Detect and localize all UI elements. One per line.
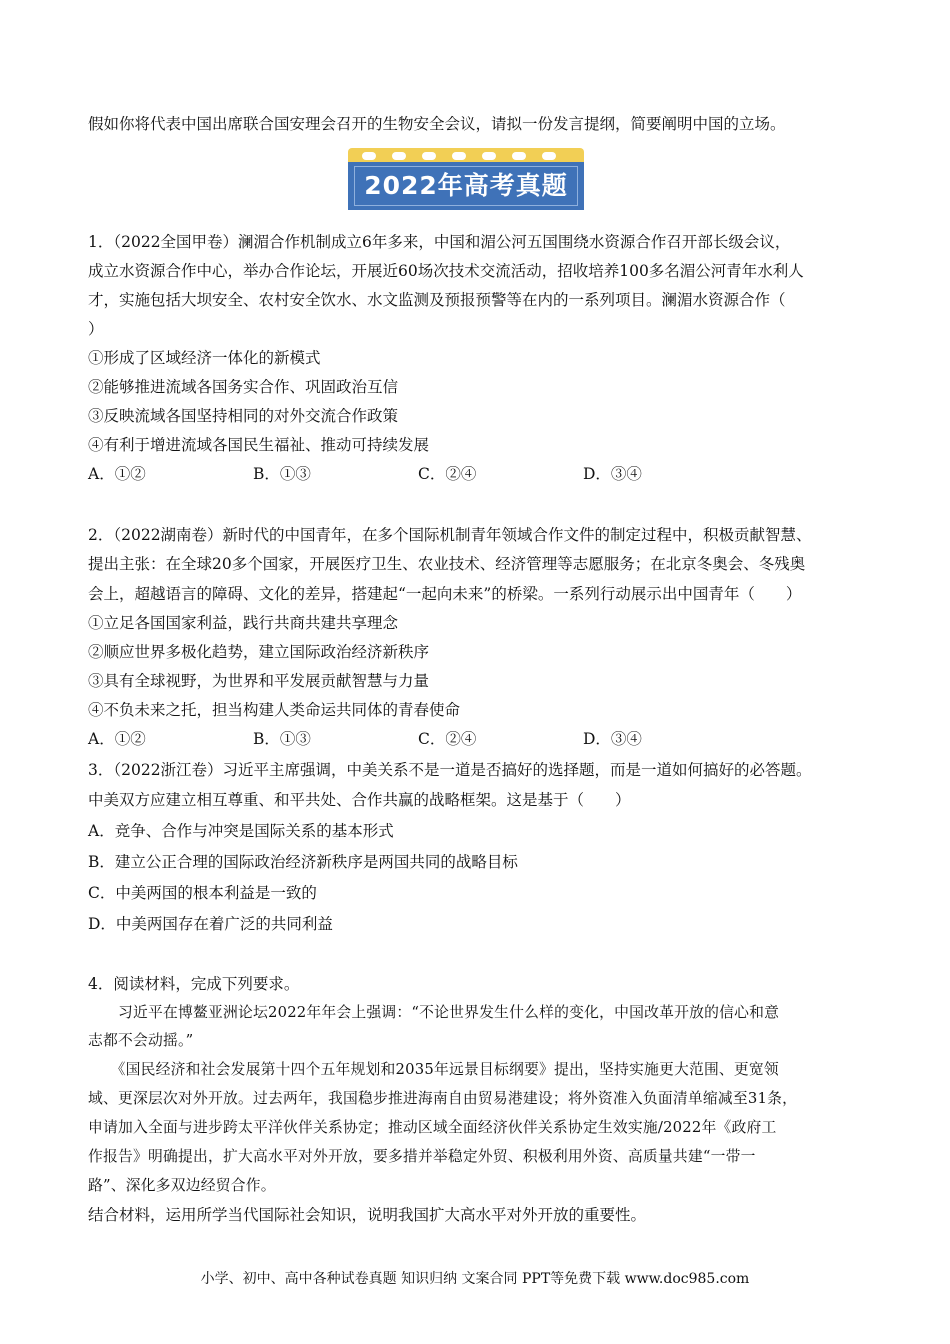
q2-line: 会上，超越语言的障碍、文化的差异，搭建起“一起向未来”的桥梁。一系列行动展示出中国青年（ ） bbox=[88, 585, 802, 603]
q4-material: 习近平在博鳌亚洲论坛2022年年会上强调：“不论世界发生什么样的变化，中国改革开放的信心和意 bbox=[88, 1004, 780, 1021]
q1-statement: ④有利于增进流域各国民生福祉、推动可持续发展 bbox=[88, 436, 430, 454]
q2-statement: ④不负未来之托，担当构建人类命运共同体的青春使命 bbox=[88, 701, 461, 719]
q3-option-b: B．建立公正合理的国际政治经济新秩序是两国共同的战略目标 bbox=[88, 853, 518, 871]
q1-line: 1．（2022全国甲卷）澜湄合作机制成立6年多来，中国和湄公河五国围绕水资源合作召开部长级会议， bbox=[88, 233, 791, 251]
q1-statement: ②能够推进流域各国务实合作、巩固政治互信 bbox=[88, 378, 399, 396]
page-footer: 小学、初中、高中各种试卷真题 知识归纳 文案合同 PPT等免费下载 www.doc985.com bbox=[200, 1271, 750, 1287]
q2-line: 2．（2022湖南卷）新时代的中国青年，在多个国际机制青年领域合作文件的制定过程中，积极贡献智慧、 bbox=[88, 526, 812, 544]
banner-title: 2022年高考真题 bbox=[364, 171, 568, 200]
q4-material: 作报告》明确提出，扩大高水平对外开放，要多措并举稳定外贸、积极利用外资、高质量共建“一带一 bbox=[88, 1148, 756, 1165]
q1-option-b: B．①③ bbox=[253, 465, 311, 483]
q2-option-d: D．③④ bbox=[583, 730, 642, 748]
q4-material: 志都不会动摇。” bbox=[88, 1032, 194, 1049]
q3-line: 中美双方应建立相互尊重、和平共处、合作共赢的战略框架。这是基于（ ） bbox=[88, 791, 631, 809]
q2-option-b: B．①③ bbox=[253, 730, 311, 748]
q3-option-d: D．中美两国存在着广泛的共同利益 bbox=[88, 915, 333, 933]
q1-statement: ①形成了区域经济一体化的新模式 bbox=[88, 349, 321, 367]
q2-statement: ③具有全球视野，为世界和平发展贡献智慧与力量 bbox=[88, 672, 430, 690]
q1-line: ） bbox=[88, 320, 104, 338]
q2-option-c: C．②④ bbox=[418, 730, 477, 748]
q2-line: 提出主张：在全球20多个国家，开展医疗卫生、农业技术、经济管理等志愿服务；在北京冬奥会、冬残奥 bbox=[88, 555, 806, 573]
q4-material: 路”、深化多双边经贸合作。 bbox=[88, 1177, 276, 1194]
q4-requirement: 结合材料，运用所学当代国际社会知识，说明我国扩大高水平对外开放的重要性。 bbox=[88, 1206, 647, 1224]
q4-line: 4．阅读材料，完成下列要求。 bbox=[88, 975, 300, 993]
q4-material: 域、更深层次对外开放。过去两年，我国稳步推进海南自由贸易港建设；将外资准入负面清单缩减至31条， bbox=[88, 1090, 798, 1107]
q2-statement: ①立足各国国家利益，践行共商共建共享理念 bbox=[88, 614, 399, 632]
q2-option-a: A．①② bbox=[88, 730, 146, 748]
q1-line: 成立水资源合作中心，举办合作论坛，开展近60场次技术交流活动，招收培养100多名湄公河青年水利人 bbox=[88, 262, 804, 280]
q4-material: 《国民经济和社会发展第十四个五年规划和2035年远景目标纲要》提出，坚持实施更大范围、更宽领 bbox=[88, 1061, 779, 1078]
q3-option-c: C．中美两国的根本利益是一致的 bbox=[88, 884, 317, 902]
q3-option-a: A．竞争、合作与冲突是国际关系的基本形式 bbox=[88, 822, 394, 840]
q1-statement: ③反映流域各国坚持相同的对外交流合作政策 bbox=[88, 407, 399, 425]
q1-option-d: D．③④ bbox=[583, 465, 642, 483]
q1-line: 才，实施包括大坝安全、农村安全饮水、水文监测及预报预警等在内的一系列项目。澜湄水资源合作（ bbox=[88, 291, 786, 309]
q1-option-a: A．①② bbox=[88, 465, 146, 483]
q4-material: 申请加入全面与进步跨太平洋伙伴关系协定；推动区域全面经济伙伴关系协定生效实施/2022年《政府工 bbox=[88, 1119, 777, 1136]
section-banner bbox=[348, 148, 584, 210]
intro-text: 假如你将代表中国出席联合国安理会召开的生物安全会议，请拟一份发言提纲，简要阐明中国的立场。 bbox=[88, 115, 786, 133]
q2-statement: ②顺应世界多极化趋势，建立国际政治经济新秩序 bbox=[88, 643, 430, 661]
q1-option-c: C．②④ bbox=[418, 465, 477, 483]
q3-line: 3．（2022浙江卷）习近平主席强调，中美关系不是一道是否搞好的选择题，而是一道如何搞好的必答题。 bbox=[88, 761, 812, 779]
